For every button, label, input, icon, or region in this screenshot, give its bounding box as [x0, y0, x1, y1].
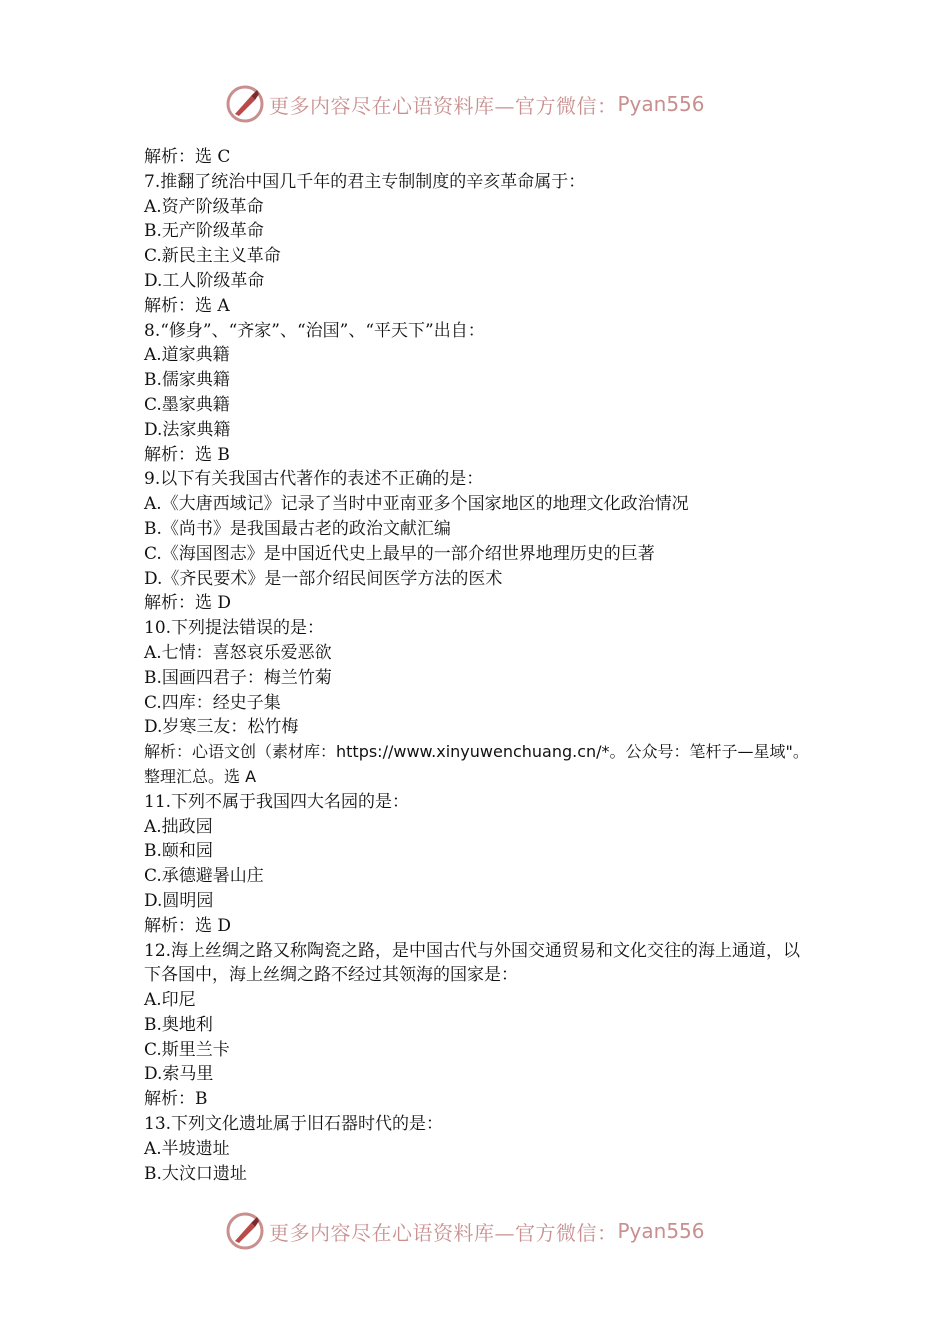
banner-text: 更多内容尽在心语资料库—官方微信： — [269, 1220, 618, 1245]
option-d: D.工人阶级革命 — [144, 270, 265, 291]
option-d: D.《齐民要术》是一部介绍民间医学方法的医术 — [144, 568, 503, 589]
brand-logo-icon — [225, 1211, 265, 1251]
option-b: B.奥地利 — [144, 1014, 213, 1035]
option-a: A.拙政园 — [144, 816, 213, 837]
option-a: A.资产阶级革命 — [144, 196, 264, 217]
question-9: 9.以下有关我国古代著作的表述不正确的是： — [144, 469, 484, 490]
option-a: A.七情：喜怒哀乐爱恶欲 — [144, 642, 332, 663]
option-c: C.新民主主义革命 — [144, 246, 281, 267]
brand-logo-icon — [225, 84, 265, 124]
question-11: 11.下列不属于我国四大名园的是： — [144, 791, 410, 812]
answer-line: 解析：选 D — [144, 915, 232, 936]
option-c: C.承德避暑山庄 — [144, 866, 264, 887]
option-a: A.半坡遗址 — [144, 1138, 230, 1159]
option-b: B.国画四君子：梅兰竹菊 — [144, 667, 332, 688]
banner-wechat-id: Pyan556 — [617, 92, 705, 116]
question-12: 12.海上丝绸之路又称陶瓷之路，是中国古代与外国交通贸易和文化交往的海上通道，以下各国中，海上丝绸之路不经过其领海的国家是： — [144, 940, 801, 986]
answer-line: 解析：选 A — [144, 295, 230, 316]
option-c: C.《海国图志》是中国近代史上最早的一部介绍世界地理历史的巨著 — [144, 543, 655, 564]
banner-text: 更多内容尽在心语资料库—官方微信： — [269, 93, 618, 118]
answer-line: 解析：B — [144, 1089, 208, 1110]
document-body — [144, 145, 814, 1186]
option-b: B.无产阶级革命 — [144, 221, 264, 242]
option-b: B.儒家典籍 — [144, 370, 230, 391]
option-b: B.《尚书》是我国最古老的政治文献汇编 — [144, 518, 451, 539]
question-10: 10.下列提法错误的是： — [144, 618, 325, 639]
option-c: C.四库：经史子集 — [144, 692, 281, 713]
banner-wechat-id: Pyan556 — [617, 1219, 705, 1243]
answer-note: 解析：心语文创（素材库：https://www.xinyuwenchuang.cn/*。公众号：笔杆子—星域"。整理汇总。选 A — [144, 742, 809, 786]
question-7: 7.推翻了统治中国几千年的君主专制制度的辛亥革命属于： — [144, 171, 586, 192]
option-a: A.《大唐西域记》记录了当时中亚南亚多个国家地区的地理文化政治情况 — [144, 494, 689, 515]
header-banner — [225, 84, 745, 124]
option-d: D.岁寒三友：松竹梅 — [144, 717, 299, 738]
option-a: A.印尼 — [144, 990, 196, 1011]
answer-line: 解析：选 D — [144, 593, 232, 614]
text-line: 解析：选 C — [144, 147, 231, 167]
option-c: C.斯里兰卡 — [144, 1039, 230, 1060]
answer-line: 解析：选 B — [144, 444, 230, 465]
question-8: 8.“修身”、“齐家”、“治国”、“平天下”出自： — [144, 320, 485, 341]
option-d: D.索马里 — [144, 1064, 214, 1085]
option-b: B.颐和园 — [144, 841, 213, 862]
option-a: A.道家典籍 — [144, 345, 230, 366]
option-d: D.圆明园 — [144, 890, 214, 911]
question-13: 13.下列文化遗址属于旧石器时代的是： — [144, 1114, 444, 1135]
option-d: D.法家典籍 — [144, 419, 231, 440]
option-b: B.大汶口遗址 — [144, 1163, 247, 1184]
footer-banner — [225, 1211, 745, 1251]
option-c: C.墨家典籍 — [144, 394, 230, 415]
